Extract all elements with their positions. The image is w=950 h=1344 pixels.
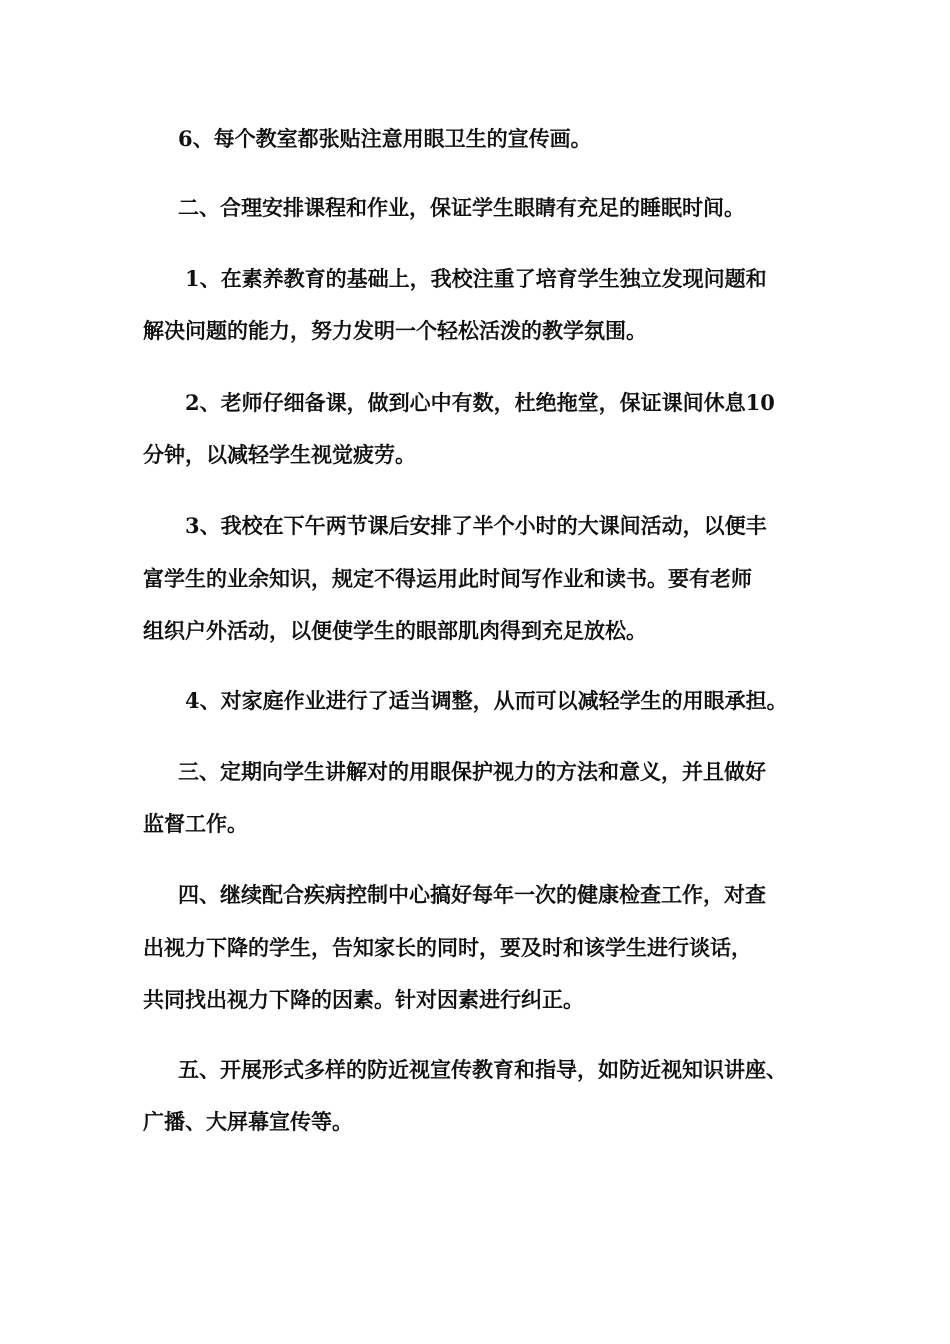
- item-4-line-1: 4、对家庭作业进行了适当调整，从而可以减轻学生的用眼承担。: [185, 688, 788, 713]
- item-2-line-2: 分钟，以减轻学生视觉疲劳。: [143, 442, 416, 467]
- item-2-line-1: 2、老师仔细备课，做到心中有数，杜绝拖堂，保证课间休息10: [185, 390, 775, 415]
- section-4-line-1: 四、继续配合疾病控制中心搞好每年一次的健康检查工作，对查: [178, 882, 766, 907]
- item-3-line-2: 富学生的业余知识，规定不得运用此时间写作业和读书。要有老师: [143, 566, 752, 591]
- section-3-line-2: 监督工作。: [143, 811, 248, 836]
- section-3-line-1: 三、定期向学生讲解对的用眼保护视力的方法和意义，并且做好: [178, 759, 766, 784]
- section-5-line-1: 五、开展形式多样的防近视宣传教育和指导，如防近视知识讲座、: [178, 1057, 787, 1082]
- item-1-line-2: 解决问题的能力，努力发明一个轻松活泼的教学氛围。: [143, 318, 647, 343]
- section-4-line-3: 共同找出视力下降的因素。针对因素进行纠正。: [143, 987, 584, 1012]
- item-3-line-3: 组织户外活动，以便使学生的眼部肌肉得到充足放松。: [143, 618, 647, 643]
- section-2-heading: 二、合理安排课程和作业，保证学生眼睛有充足的睡眠时间。: [178, 195, 745, 220]
- item-1-line-1: 1、在素养教育的基础上，我校注重了培育学生独立发现问题和: [185, 266, 767, 291]
- paragraph-6-line-1: 6、每个教室都张贴注意用眼卫生的宣传画。: [178, 126, 592, 151]
- section-5-line-2: 广播、大屏幕宣传等。: [143, 1109, 353, 1134]
- item-3-line-1: 3、我校在下午两节课后安排了半个小时的大课间活动，以便丰: [185, 513, 767, 538]
- section-4-line-2: 出视力下降的学生，告知家长的同时，要及时和该学生进行谈话，: [143, 935, 752, 960]
